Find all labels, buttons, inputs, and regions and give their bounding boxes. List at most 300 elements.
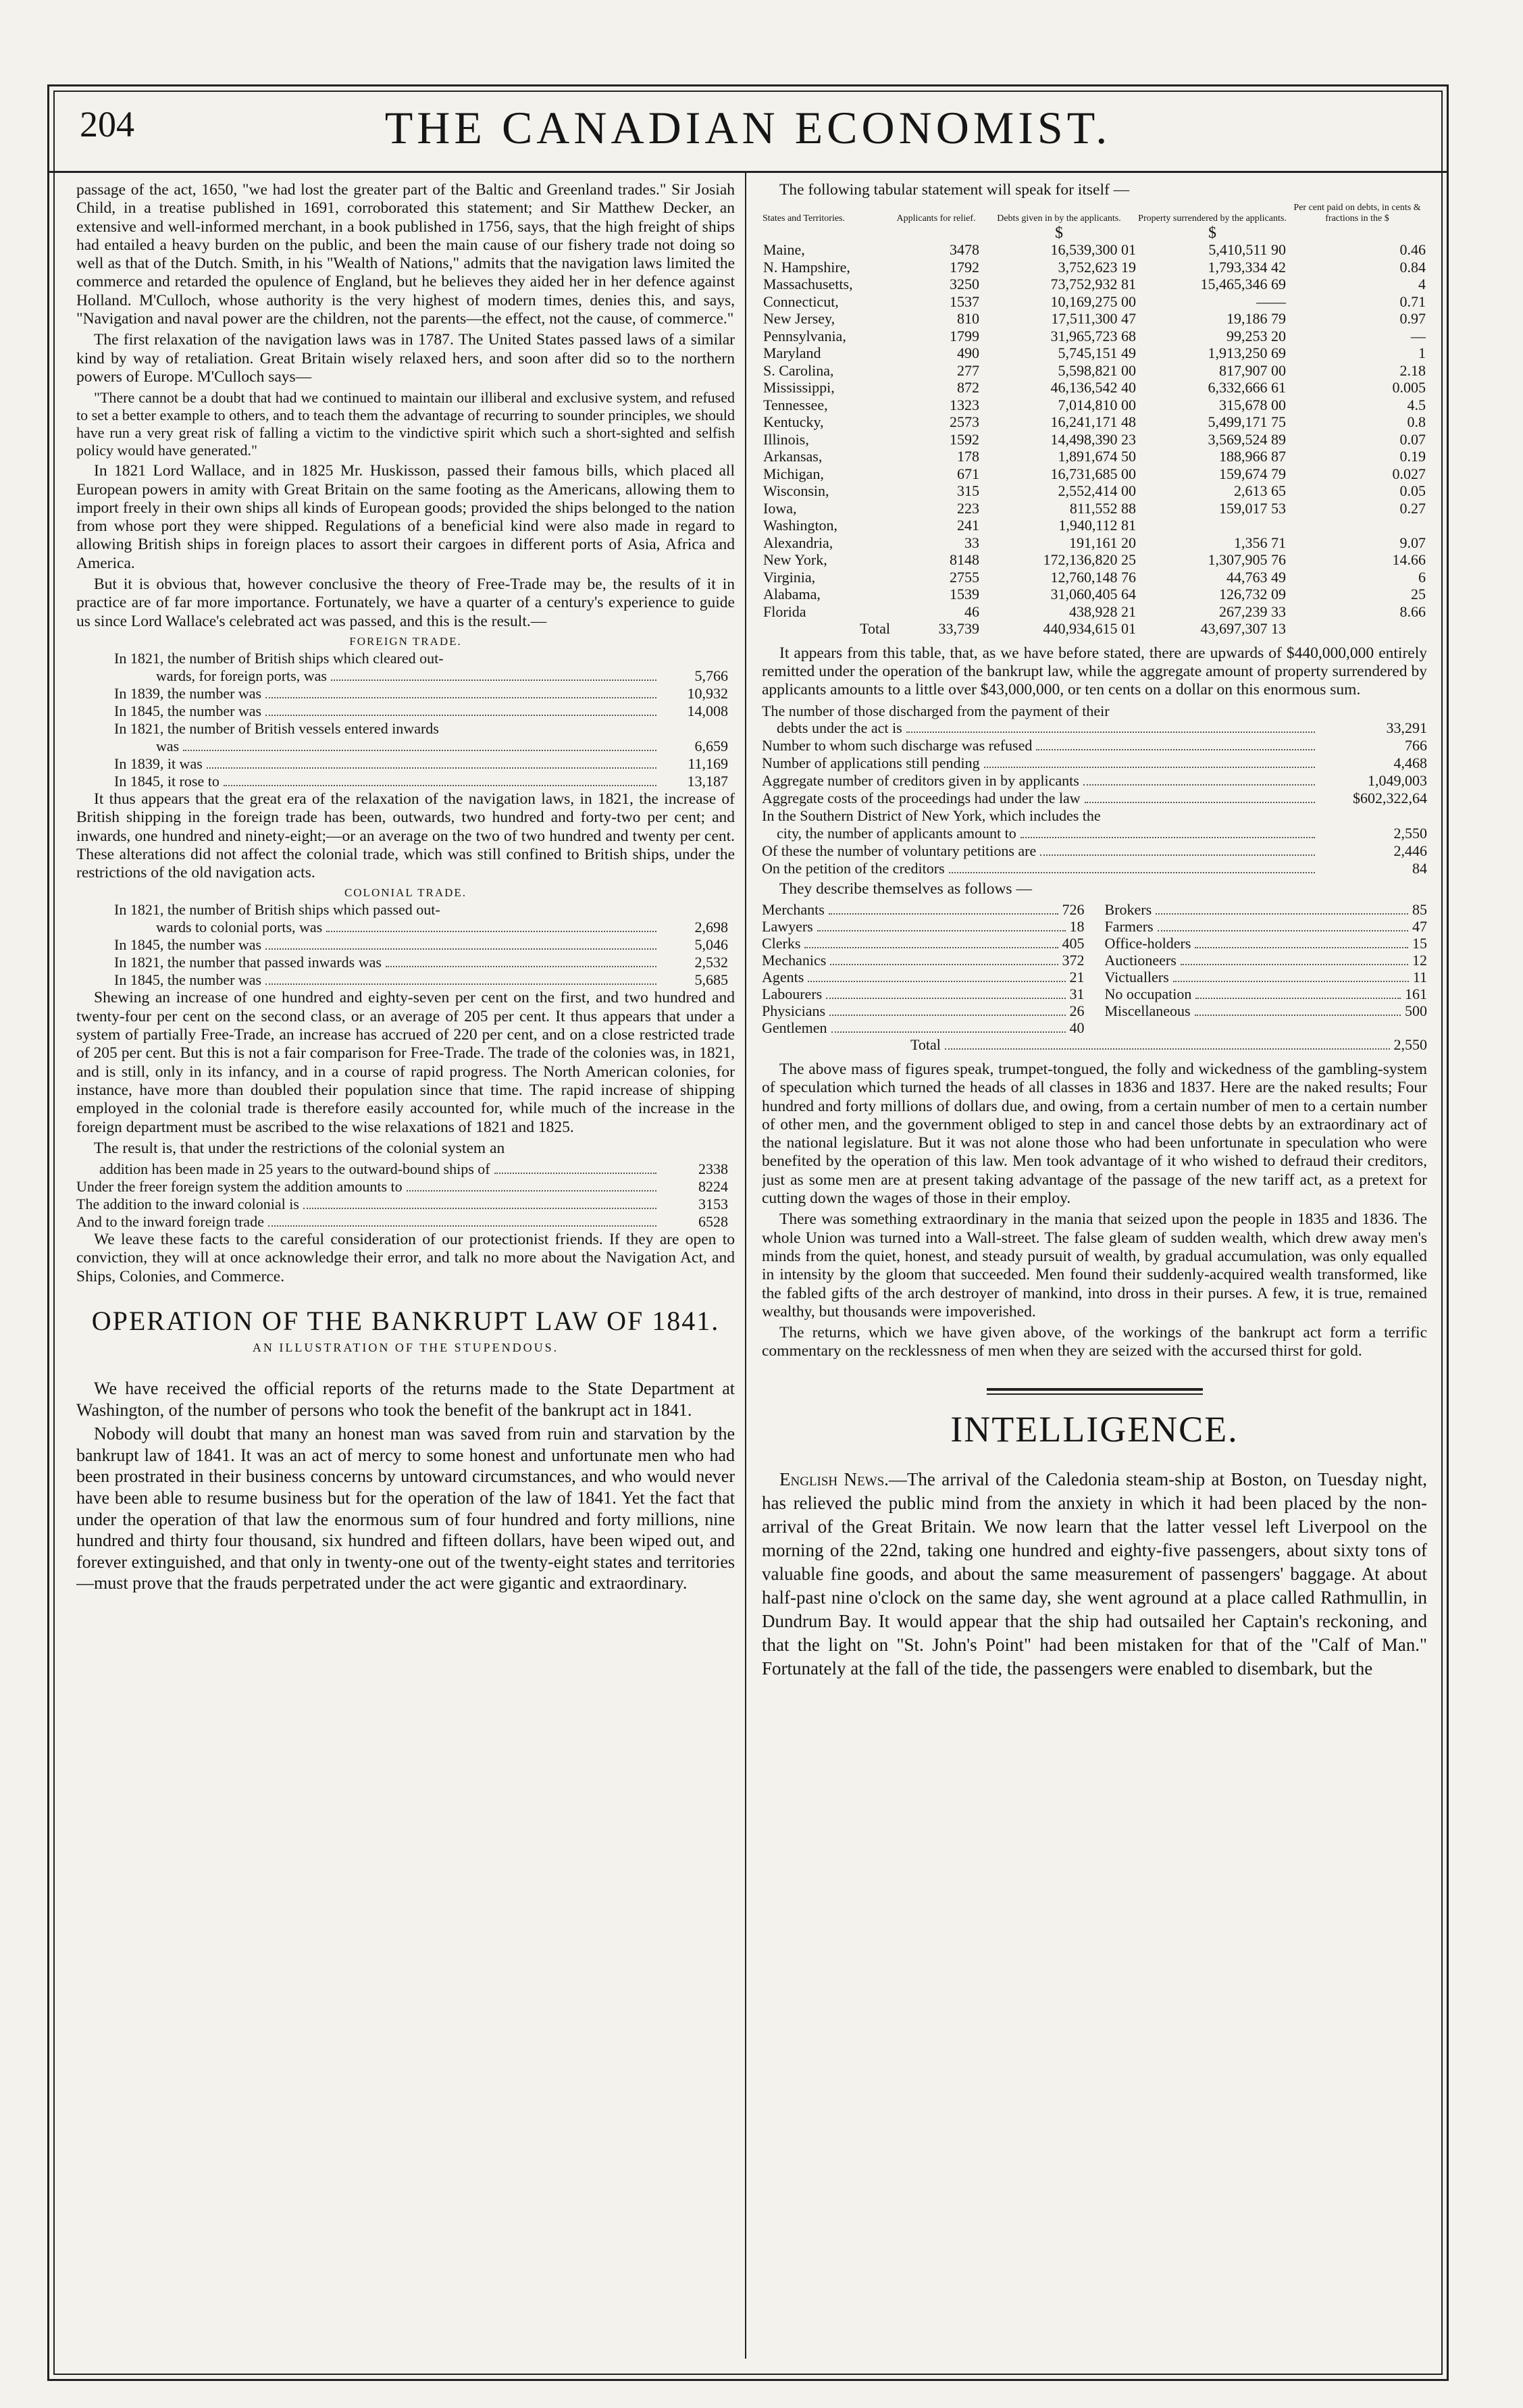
stat-label: wards, for foreign ports, was bbox=[156, 667, 327, 684]
stat-row bbox=[76, 702, 735, 720]
percent-cell: 0.27 bbox=[1399, 499, 1426, 517]
stat-label: was bbox=[156, 737, 180, 754]
right-column bbox=[762, 181, 1427, 2363]
figure-value: 2,550 bbox=[1393, 824, 1427, 842]
property-cell: 267,239 33 bbox=[1219, 603, 1286, 620]
stat-row bbox=[76, 901, 735, 919]
left-column bbox=[76, 181, 735, 2363]
stat-value: 2,532 bbox=[694, 954, 728, 971]
debts-cell: 12,760,148 76 bbox=[1050, 568, 1136, 586]
state-cell: Wisconsin, bbox=[763, 482, 829, 500]
occupation-label: No occupation bbox=[1104, 985, 1192, 1002]
applicants-cell: 3250 bbox=[950, 276, 979, 293]
stat-label: In 1821, the number of British ships which passed out- bbox=[114, 901, 440, 919]
property-cell: 5,410,511 90 bbox=[1208, 241, 1286, 259]
figure-row bbox=[762, 842, 1427, 860]
figure-row bbox=[762, 719, 1427, 737]
paragraph: It appears from this table, that, as we have before stated, there are upwards of $440,000,000 entirely remitted under the operation of the bankrupt law, while the aggregate amount of property surrendered by applicants amounts to a little over $43,000,000, or ten cents on a dollar on this enormous sum. bbox=[762, 644, 1427, 699]
figure-row bbox=[762, 790, 1427, 807]
leader-dots bbox=[1083, 784, 1315, 786]
table-row bbox=[762, 413, 1427, 431]
leader-dots bbox=[829, 913, 1058, 915]
leader-dots bbox=[265, 715, 656, 716]
occupation-label: Farmers bbox=[1104, 917, 1154, 935]
figure-value: 766 bbox=[1405, 737, 1427, 754]
stat-row bbox=[76, 667, 735, 685]
news-lead: English News. bbox=[779, 1468, 889, 1489]
occupation-row bbox=[1105, 985, 1428, 1002]
property-cell: 188,966 87 bbox=[1219, 448, 1286, 465]
applicants-cell: 2755 bbox=[950, 568, 979, 586]
leader-dots bbox=[1195, 998, 1401, 999]
stat-value: 5,685 bbox=[694, 971, 728, 989]
occupations-total bbox=[762, 1036, 1427, 1054]
news-text: —The arrival of the Caledonia steam-ship at Boston, on Tuesday night, has relieved the public mind from the anxiety in which it had been placed by the non-arrival of the Great Britain. We now learn that the latter vessel left Liverpool on the morning of the 22nd, taking one hundred and eighty-five passengers, about sixty tons of valuable fine goods, and about the same measurement of passengers' baggage. At about half-past nine o'clock on the same day, she went aground at a place called Rathmullin, in Dundrum Bay. It would appear that the ship had outsailed her Captain's reckoning, and that the light on "St. John's Point" had been mistaken for that of the "Calf of Man." Fortunately at the fall of the tide, the passengers were enabled to disembark, but the bbox=[762, 1468, 1427, 1679]
stat-row bbox=[76, 971, 735, 989]
figure-label: debts under the act is bbox=[777, 719, 902, 737]
figure-value: 2,446 bbox=[1393, 842, 1427, 859]
occupation-value: 31 bbox=[1069, 985, 1085, 1002]
applicants-cell: 46 bbox=[964, 603, 979, 620]
leader-dots bbox=[1173, 981, 1409, 982]
state-cell: Massachusetts, bbox=[763, 276, 853, 293]
table-row bbox=[762, 603, 1427, 621]
applicants-cell: 241 bbox=[957, 517, 979, 534]
property-cell: 126,732 09 bbox=[1219, 586, 1286, 603]
col-header-property: Property surrendered by the applicants. bbox=[1138, 213, 1287, 224]
figure-label: The number of those discharged from the payment of their bbox=[762, 702, 1110, 719]
applicants-cell: 872 bbox=[957, 379, 979, 396]
state-cell: Florida bbox=[763, 603, 806, 620]
table-row bbox=[762, 379, 1427, 396]
leader-dots bbox=[265, 697, 656, 698]
property-cell: 315,678 00 bbox=[1219, 396, 1286, 413]
applicants-cell: 1539 bbox=[950, 586, 979, 603]
total-applicants: 33,739 bbox=[938, 620, 979, 638]
state-cell: Virginia, bbox=[763, 568, 816, 586]
state-cell: Tennessee, bbox=[763, 396, 828, 413]
stat-label: In 1839, the number was bbox=[114, 684, 262, 702]
property-cell: 6,332,666 61 bbox=[1208, 379, 1286, 396]
table-row bbox=[762, 569, 1427, 586]
property-cell: —— bbox=[1256, 292, 1286, 310]
occupation-value: 726 bbox=[1062, 900, 1085, 918]
state-cell: Kentucky, bbox=[763, 413, 824, 431]
leader-dots bbox=[830, 964, 1058, 965]
leader-dots bbox=[1181, 964, 1408, 965]
leader-dots bbox=[494, 1173, 656, 1174]
occupation-label: Lawyers bbox=[762, 917, 813, 935]
leader-dots bbox=[265, 983, 656, 985]
leader-dots bbox=[1040, 854, 1315, 856]
figure-value: 33,291 bbox=[1386, 719, 1427, 737]
occupation-label: Agents bbox=[762, 968, 804, 985]
leader-dots bbox=[829, 1015, 1065, 1016]
stat-label: Under the freer foreign system the addition amounts to bbox=[76, 1178, 403, 1196]
property-cell: 2,613 65 bbox=[1234, 482, 1286, 500]
property-cell: 1,793,334 42 bbox=[1208, 258, 1286, 276]
occupation-row bbox=[1105, 901, 1428, 918]
debts-cell: 10,169,275 00 bbox=[1050, 292, 1136, 310]
table-row bbox=[762, 362, 1427, 380]
property-cell: 5,499,171 75 bbox=[1208, 413, 1286, 431]
occupations-total-value: 2,550 bbox=[1393, 1035, 1427, 1053]
stat-row bbox=[76, 685, 735, 702]
colonial-trade-table bbox=[76, 901, 735, 989]
table-row bbox=[762, 482, 1427, 500]
paragraph: Shewing an increase of one hundred and eighty-seven per cent on the first, and two hundred and twenty-four per cent on the second class, or an average of 205 per cent. It thus appears that under a system of partially Free-Trade, an increase has accrued of 220 per cent, and on a close restricted trade of 205 per cent. But this is not a fair comparison for Free-Trade. The trade of the colonies was, in 1821, and is still, only in its infancy, and in a course of rapid progress. The North American colonies, for instance, have more than doubled their population since that time. The rapid increase of shipping employed in the colonial trade is therefore easily accounted for, while much of the increase in the foreign department must be ascribed to the wise relaxations of 1821 and 1825. bbox=[76, 989, 735, 1136]
table-row bbox=[762, 448, 1427, 465]
state-cell: Iowa, bbox=[763, 499, 797, 517]
percent-cell: 0.71 bbox=[1399, 292, 1426, 310]
stat-value: 5,046 bbox=[694, 936, 728, 954]
occupation-value: 21 bbox=[1069, 968, 1085, 985]
applicants-cell: 1537 bbox=[950, 292, 979, 310]
dollar-sign: $ bbox=[1055, 224, 1063, 242]
occupation-value: 40 bbox=[1069, 1019, 1085, 1036]
property-cell: 1,913,250 69 bbox=[1208, 344, 1286, 362]
debts-cell: 16,539,300 01 bbox=[1050, 241, 1136, 259]
state-cell: S. Carolina, bbox=[763, 361, 834, 379]
applicants-cell: 1323 bbox=[950, 396, 979, 413]
stat-label: In 1821, the number of British ships which cleared out- bbox=[114, 649, 444, 667]
percent-cell: 0.07 bbox=[1399, 430, 1426, 448]
figures-list bbox=[762, 702, 1427, 877]
occupations-total-label: Total bbox=[910, 1035, 941, 1053]
occupation-value: 12 bbox=[1412, 951, 1427, 969]
occupation-label: Labourers bbox=[762, 985, 823, 1002]
applicants-cell: 1799 bbox=[950, 327, 979, 344]
applicants-cell: 2573 bbox=[950, 413, 979, 431]
total-debts: 440,934,615 01 bbox=[1043, 620, 1136, 638]
percent-cell: 8.66 bbox=[1399, 603, 1426, 620]
occupation-label: Clerks bbox=[762, 934, 801, 952]
leader-dots bbox=[1195, 1015, 1401, 1016]
stat-value: 8224 bbox=[698, 1178, 728, 1196]
state-cell: Pennsylvania, bbox=[763, 327, 846, 344]
stat-value: 6,659 bbox=[694, 737, 728, 754]
table-row bbox=[762, 431, 1427, 449]
leader-dots bbox=[268, 1225, 656, 1227]
leader-dots bbox=[326, 931, 656, 932]
stat-label: In 1821, the number of British vessels entered inwards bbox=[114, 719, 439, 737]
debts-cell: 46,136,542 40 bbox=[1050, 379, 1136, 396]
figure-value: $602,322,64 bbox=[1353, 790, 1427, 807]
property-cell: 159,017 53 bbox=[1219, 499, 1286, 517]
state-cell: N. Hampshire, bbox=[763, 258, 850, 276]
debts-cell: 3,752,623 19 bbox=[1058, 258, 1136, 276]
occupation-label: Auctioneers bbox=[1104, 951, 1177, 969]
occupation-label: Miscellaneous bbox=[1104, 1002, 1191, 1019]
occupation-value: 85 bbox=[1412, 900, 1427, 918]
stat-row bbox=[76, 773, 735, 790]
stat-label: In 1845, the number was bbox=[114, 936, 262, 954]
page-header bbox=[49, 86, 1447, 173]
occupation-row bbox=[762, 969, 1085, 985]
leader-dots bbox=[984, 767, 1315, 768]
figure-value: 84 bbox=[1412, 859, 1427, 877]
table-row bbox=[762, 293, 1427, 311]
applicants-cell: 8148 bbox=[950, 551, 979, 569]
debts-cell: 1,940,112 81 bbox=[1058, 517, 1136, 534]
occupation-row bbox=[762, 952, 1085, 969]
leader-dots bbox=[207, 767, 656, 769]
percent-cell: 25 bbox=[1411, 586, 1426, 603]
state-cell: Maryland bbox=[763, 344, 821, 362]
section-rule bbox=[987, 1388, 1203, 1395]
stat-row bbox=[76, 650, 735, 667]
debts-cell: 16,731,685 00 bbox=[1050, 465, 1136, 482]
table-row bbox=[762, 586, 1427, 603]
debts-cell: 5,598,821 00 bbox=[1058, 361, 1136, 379]
applicants-cell: 1592 bbox=[950, 430, 979, 448]
stat-label: In 1845, it rose to bbox=[114, 772, 220, 790]
applicants-cell: 810 bbox=[957, 310, 979, 328]
percent-cell: 0.19 bbox=[1399, 448, 1426, 465]
paragraph: The following tabular statement will speak for itself — bbox=[779, 181, 1130, 199]
paragraph: In 1821 Lord Wallace, and in 1825 Mr. Huskisson, passed their famous bills, which placed all European powers in amity with Great Britain on the same footing as the Americans, allowing them to import freely in their own ships all kinds of European goods; provided the ships belonged to the nation from whose port they were shipped. Regulations of a beneficial kind were also made in regard to allowing British ships in foreign places to assort their cargoes in different ports of Asia, Africa and America. bbox=[76, 462, 735, 572]
property-cell bbox=[1137, 517, 1287, 534]
percent-cell: 0.8 bbox=[1407, 413, 1426, 431]
figure-row bbox=[762, 737, 1427, 754]
stat-label: In 1845, the number was bbox=[114, 702, 262, 719]
stat-value: 6528 bbox=[698, 1213, 728, 1231]
col-header-debts: Debts given in by the applicants. bbox=[997, 213, 1121, 224]
leader-dots bbox=[826, 998, 1065, 999]
occupation-row bbox=[1105, 935, 1428, 952]
stat-value: 11,169 bbox=[688, 754, 728, 772]
leader-dots bbox=[949, 872, 1315, 873]
percent-cell: 4.5 bbox=[1407, 396, 1426, 413]
debts-cell: 14,498,390 23 bbox=[1050, 430, 1136, 448]
leader-dots bbox=[224, 785, 656, 786]
state-cell: New York, bbox=[763, 551, 827, 569]
occupation-value: 26 bbox=[1069, 1002, 1085, 1019]
table-row bbox=[762, 259, 1427, 276]
page-number: 204 bbox=[80, 104, 134, 145]
leader-dots bbox=[265, 948, 656, 950]
table-row bbox=[762, 500, 1427, 517]
property-cell: 1,356 71 bbox=[1234, 534, 1286, 551]
debts-cell: 1,891,674 50 bbox=[1058, 448, 1136, 465]
occupation-row bbox=[1105, 952, 1428, 969]
debts-cell: 73,752,932 81 bbox=[1050, 276, 1136, 293]
state-cell: Mississippi, bbox=[763, 379, 835, 396]
applicants-cell: 671 bbox=[957, 465, 979, 482]
table-row bbox=[762, 534, 1427, 552]
percent-cell: 9.07 bbox=[1399, 534, 1426, 551]
leader-dots bbox=[808, 981, 1065, 982]
applicants-cell: 33 bbox=[964, 534, 979, 551]
state-cell: Alexandria, bbox=[763, 534, 833, 551]
bankrupt-states-table bbox=[762, 202, 1427, 638]
applicants-cell: 490 bbox=[957, 344, 979, 362]
stat-label: In 1839, it was bbox=[114, 754, 203, 772]
occupation-value: 47 bbox=[1412, 917, 1427, 935]
stat-value: 2,698 bbox=[694, 919, 728, 936]
colonial-trade-heading: COLONIAL TRADE. bbox=[344, 886, 467, 900]
journal-title: THE CANADIAN ECONOMIST. bbox=[384, 102, 1112, 153]
leader-dots bbox=[817, 930, 1066, 931]
leader-dots bbox=[1085, 802, 1315, 803]
occupation-value: 11 bbox=[1412, 968, 1427, 985]
stat-row bbox=[76, 755, 735, 773]
stat-value: 14,008 bbox=[687, 702, 728, 719]
leader-dots bbox=[303, 1208, 656, 1209]
stat-row bbox=[76, 954, 735, 971]
occupation-row bbox=[762, 1002, 1085, 1019]
property-cell: 817,907 00 bbox=[1219, 361, 1286, 379]
column-divider bbox=[745, 171, 746, 2359]
occupation-value: 405 bbox=[1062, 934, 1085, 952]
stat-value: 3153 bbox=[698, 1196, 728, 1213]
paragraph bbox=[762, 1468, 1427, 1681]
occupation-row bbox=[762, 935, 1085, 952]
occupation-label: Physicians bbox=[762, 1002, 826, 1019]
table-row bbox=[762, 517, 1427, 534]
foreign-trade-heading: FOREIGN TRADE. bbox=[349, 634, 462, 648]
percent-cell: 0.05 bbox=[1399, 482, 1426, 500]
col-header-percent: Per cent paid on debts, in cents & fractions in the $ bbox=[1293, 203, 1421, 224]
paragraph: The returns, which we have given above, of the workings of the bankrupt act form a terrific commentary on the recklessness of men when they are seized with the accursed thirst for gold. bbox=[762, 1324, 1427, 1360]
property-cell: 15,465,346 69 bbox=[1200, 276, 1286, 293]
paragraph: The first relaxation of the navigation laws was in 1787. The United States passed laws of a similar kind by way of retaliation. Great Britain wisely relaxed hers, and soon after did so to the northern powers of Europe. M'Culloch says— bbox=[76, 331, 735, 386]
percent-cell: 0.97 bbox=[1399, 310, 1426, 328]
property-cell: 159,674 79 bbox=[1219, 465, 1286, 482]
leader-dots bbox=[1156, 913, 1408, 915]
table-row bbox=[762, 465, 1427, 483]
state-cell: Washington, bbox=[763, 517, 838, 534]
state-cell: New Jersey, bbox=[763, 310, 835, 328]
bankrupt-article-title: OPERATION OF THE BANKRUPT LAW OF 1841. bbox=[91, 1305, 720, 1336]
state-cell: Maine, bbox=[763, 241, 805, 259]
debts-cell: 2,552,414 00 bbox=[1058, 482, 1136, 500]
debts-cell: 811,552 88 bbox=[1069, 499, 1136, 517]
debts-cell: 172,136,820 25 bbox=[1043, 551, 1136, 569]
leader-dots bbox=[386, 966, 656, 967]
total-label: Total bbox=[860, 620, 890, 638]
leader-dots bbox=[1036, 749, 1315, 750]
result-table bbox=[76, 1160, 735, 1231]
figure-label: On the petition of the creditors bbox=[762, 859, 945, 877]
debts-cell: 438,928 21 bbox=[1069, 603, 1136, 620]
leader-dots bbox=[1021, 837, 1315, 838]
property-cell: 44,763 49 bbox=[1227, 568, 1286, 586]
leader-dots bbox=[407, 1190, 656, 1192]
occupation-label: Mechanics bbox=[762, 951, 827, 969]
stat-row bbox=[76, 1213, 735, 1231]
figure-label: Number of applications still pending bbox=[762, 754, 980, 772]
percent-cell: 14.66 bbox=[1392, 551, 1426, 569]
applicants-cell: 178 bbox=[957, 448, 979, 465]
figure-label: city, the number of applicants amount to bbox=[777, 824, 1016, 842]
occupation-row bbox=[1105, 918, 1428, 935]
occupation-value: 18 bbox=[1069, 917, 1085, 935]
state-cell: Michigan, bbox=[763, 465, 824, 482]
percent-cell: 6 bbox=[1418, 568, 1426, 586]
leader-dots bbox=[1158, 930, 1408, 931]
stat-label: In 1821, the number that passed inwards was bbox=[114, 954, 382, 971]
occupation-label: Gentlemen bbox=[762, 1019, 827, 1036]
figure-label: Aggregate costs of the proceedings had under the law bbox=[762, 790, 1081, 807]
stat-value: 13,187 bbox=[687, 772, 728, 790]
property-cell: 1,307,905 76 bbox=[1208, 551, 1286, 569]
table-row bbox=[762, 310, 1427, 328]
table-row bbox=[762, 396, 1427, 414]
percent-cell: 4 bbox=[1418, 276, 1426, 293]
figure-row bbox=[762, 825, 1427, 842]
percent-cell: 0.46 bbox=[1399, 241, 1426, 259]
stat-row bbox=[76, 1196, 735, 1213]
stat-label: wards to colonial ports, was bbox=[156, 919, 323, 936]
occupation-row bbox=[762, 918, 1085, 935]
occupation-row bbox=[762, 901, 1085, 918]
intelligence-title: INTELLIGENCE. bbox=[950, 1408, 1239, 1450]
figure-row bbox=[762, 772, 1427, 790]
state-cell: Arkansas, bbox=[763, 448, 823, 465]
state-cell: Illinois, bbox=[763, 430, 809, 448]
stat-value: 5,766 bbox=[694, 667, 728, 684]
stat-row bbox=[76, 1160, 735, 1178]
stat-label: And to the inward foreign trade bbox=[76, 1213, 264, 1231]
table-total-row bbox=[762, 620, 1427, 638]
paragraph: Nobody will doubt that many an honest man was saved from ruin and starvation by the bankrupt law of 1841. It was an act of mercy to some honest and unfortunate men who had been prostrated in their business concerns by untoward circumstances, and who would never have been able to resume business but for the operation of the law of 1841. Yet the fact that under the operation of that law the enormous sum of four hundred and forty millions, nine hundred and thirty four thousand, six hundred and fifteen dollars, have been wiped out, and forever extinguished, and that only in twenty-one out of the twenty-eight states and territories—must prove that the frauds perpetrated under the act were gigantic and extraordinary. bbox=[76, 1424, 735, 1593]
occupation-label: Victuallers bbox=[1104, 968, 1169, 985]
occupation-row bbox=[762, 985, 1085, 1002]
stat-label: In 1845, the number was bbox=[114, 971, 262, 989]
percent-cell: 1 bbox=[1418, 344, 1426, 362]
page-frame bbox=[47, 84, 1449, 2381]
occupations-table bbox=[762, 901, 1427, 1036]
figure-row bbox=[762, 754, 1427, 772]
stat-row bbox=[76, 919, 735, 936]
table-row bbox=[762, 344, 1427, 362]
percent-cell: 0.027 bbox=[1392, 465, 1426, 482]
figure-row bbox=[762, 860, 1427, 877]
leader-dots bbox=[1195, 947, 1408, 948]
leader-dots bbox=[183, 750, 656, 751]
occupation-row bbox=[762, 1019, 1085, 1036]
stat-label: addition has been made in 25 years to the outward-bound ships of bbox=[99, 1160, 490, 1178]
block-quote: "There cannot be a doubt that had we continued to maintain our illiberal and exclusive system, and refused to set a better example to others, and to teach them the advantage of recurring to sounder principles, we should have run a very great risk of falling a victim to the vindictive spirit which such a short-sighted and selfish policy would have generated." bbox=[76, 389, 735, 459]
occupation-value: 15 bbox=[1412, 934, 1427, 952]
paragraph: The result is, that under the restrictions of the colonial system an bbox=[94, 1139, 505, 1157]
figure-value: 1,049,003 bbox=[1368, 772, 1427, 790]
paragraph: We have received the official reports of the returns made to the State Department at Washington, of the number of persons who took the benefit of the bankrupt act in 1841. bbox=[76, 1378, 735, 1420]
col-header-applicants: Applicants for relief. bbox=[896, 213, 976, 224]
paragraph: But it is obvious that, however conclusive the theory of Free-Trade may be, the results of it in practice are of far more importance. Fortunately, we have a quarter of a century's experience to guide us since Lord Wallace's celebrated act was passed, and this is the result.— bbox=[76, 575, 735, 630]
percent-cell: — bbox=[1411, 327, 1426, 344]
total-property: 43,697,307 13 bbox=[1200, 620, 1286, 638]
stat-row bbox=[76, 1178, 735, 1196]
percent-cell: 0.84 bbox=[1399, 258, 1426, 276]
paragraph: We leave these facts to the careful consideration of our protectionist friends. If they are open to conviction, they will at once acknowledge their error, and talk no more about the Navigation Act, and Ships, Colonies, and Commerce. bbox=[76, 1231, 735, 1285]
percent-cell: 2.18 bbox=[1399, 361, 1426, 379]
debts-cell: 16,241,171 48 bbox=[1050, 413, 1136, 431]
figure-value: 4,468 bbox=[1393, 754, 1427, 772]
figure-label: Number to whom such discharge was refused bbox=[762, 737, 1033, 754]
figure-label: Aggregate number of creditors given in by applicants bbox=[762, 772, 1079, 790]
occupation-label: Brokers bbox=[1104, 900, 1152, 918]
leader-dots bbox=[831, 1031, 1066, 1033]
applicants-cell: 3478 bbox=[950, 241, 979, 259]
percent-cell bbox=[1287, 517, 1427, 534]
debts-cell: 191,161 20 bbox=[1069, 534, 1136, 551]
stat-row bbox=[76, 720, 735, 738]
paragraph: The above mass of figures speak, trumpet-tongued, the folly and wickedness of the gambling-system of speculation which turned the heads of all classes in 1836 and 1837. Here are the naked results; Four hundred and forty millions of dollars due, and owing, from a certain number of men to a certain number of other men, and the government obliged to step in and cancel those debts by an extraordinary act of the national legislature. But it was not alone those who had been unfortunate in speculation who were benefited by the operation of this law. Men took advantage of it who wished to defraud their creditors, just as some men are at present taking advantage of the passage of the new tariff act, as a pretext for cutting down the wages of those in their employ. bbox=[762, 1060, 1427, 1208]
occupation-label: Merchants bbox=[762, 900, 825, 918]
figure-label: Of these the number of voluntary petitions are bbox=[762, 842, 1037, 859]
